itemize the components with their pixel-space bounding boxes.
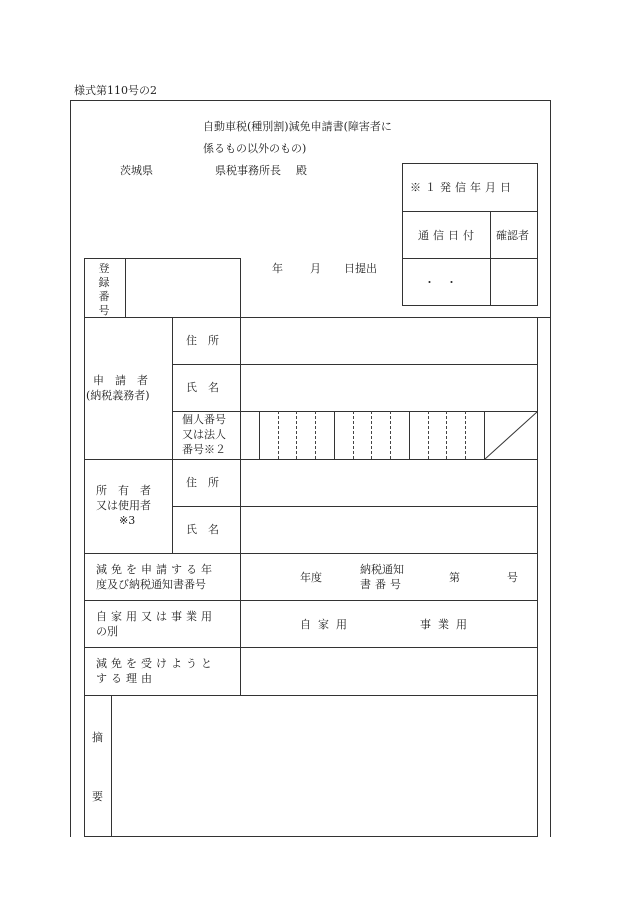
notice-number-label-line2: 書番号 <box>360 578 405 591</box>
owner-address-field[interactable] <box>241 460 537 506</box>
applicant-id-label-line1: 個人番号 <box>182 413 226 426</box>
usage-label-line1: 自家用又は事業用 <box>96 610 216 623</box>
owner-name-field[interactable] <box>241 507 537 553</box>
applicant-label-line1: 申 請 者 <box>93 374 148 387</box>
unused-box-diagonal <box>485 412 537 459</box>
outer-right-border <box>550 100 551 837</box>
addressee-office: 県税事務所長 <box>215 164 281 177</box>
applicant-name-label: 氏 名 <box>186 381 219 394</box>
confirmer-label: 確認者 <box>496 229 529 242</box>
owner-label-line2: 又は使用者 <box>96 499 151 512</box>
date-dots: ・ ・ <box>424 276 457 289</box>
applicant-address-label: 住 所 <box>186 334 219 347</box>
outer-left-border <box>70 100 71 837</box>
exemption-year-suffix: 年度 <box>300 571 322 584</box>
usage-business[interactable]: 事業用 <box>420 618 474 631</box>
remarks-char1: 摘 <box>92 731 103 744</box>
notice-number-gou: 号 <box>507 571 518 584</box>
addressee-prefecture: 茨城県 <box>120 164 153 177</box>
form-title-line2: 係るもの以外のもの) <box>203 142 307 155</box>
applicant-id-label-line2: 又は法人 <box>182 428 226 441</box>
owner-name-label: 氏 名 <box>186 523 219 536</box>
registration-number-field[interactable] <box>126 259 239 317</box>
reason-field[interactable] <box>241 648 537 695</box>
exemption-year-label-line2: 度及び納税通知書番号 <box>96 578 206 591</box>
submission-month: 月 <box>310 262 321 275</box>
form-number: 様式第110号の2 <box>74 84 157 97</box>
registration-number-label: 登録番号 <box>98 262 110 317</box>
outer-top-border <box>70 100 551 101</box>
submission-year: 年 <box>272 262 283 275</box>
owner-label-line3: ※3 <box>119 514 136 527</box>
reason-label-line2: する理由 <box>96 672 156 685</box>
usage-label-line2: の別 <box>96 625 118 638</box>
form-title-line1: 自動車税(種別割)減免申請書(障害者に <box>203 120 392 133</box>
notice-number-label-line1: 納税通知 <box>360 563 404 576</box>
usage-private[interactable]: 自家用 <box>300 618 354 631</box>
applicant-name-field[interactable] <box>241 365 537 411</box>
reason-label-line1: 減免を受けようと <box>96 657 216 670</box>
submission-day: 日提出 <box>344 262 377 275</box>
notice-number-dai: 第 <box>449 571 460 584</box>
remarks-field[interactable] <box>112 696 537 836</box>
remarks-char2: 要 <box>92 790 103 803</box>
issue-date-label: ※１発信年月日 <box>410 181 515 194</box>
applicant-address-field[interactable] <box>241 318 537 364</box>
applicant-id-label-line3: 番号※２ <box>182 443 226 456</box>
applicant-label-line2: (納税義務者) <box>86 389 150 402</box>
addressee-honorific: 殿 <box>296 164 307 177</box>
owner-address-label: 住 所 <box>186 476 219 489</box>
notice-date-label: 通信日付 <box>418 229 478 242</box>
owner-label-line1: 所 有 者 <box>96 484 151 497</box>
exemption-year-label-line1: 減免を申請する年 <box>96 563 216 576</box>
